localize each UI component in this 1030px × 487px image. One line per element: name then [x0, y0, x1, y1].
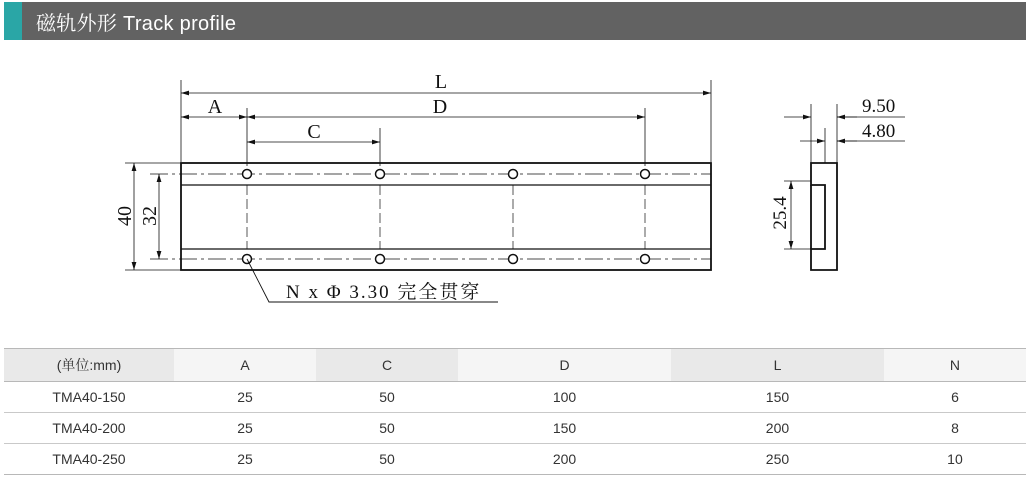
table-cell: 50 — [316, 413, 458, 444]
column-header: A — [174, 349, 316, 382]
table-cell: 150 — [671, 382, 884, 413]
side-view — [770, 96, 905, 270]
table-cell: 150 — [458, 413, 671, 444]
table-cell: 10 — [884, 444, 1026, 475]
table-cell: 50 — [316, 444, 458, 475]
hole — [509, 255, 518, 264]
column-header: (单位:mm) — [4, 349, 174, 382]
spec-table — [4, 348, 1026, 475]
dim-label-40: 40 — [114, 206, 136, 226]
table-row — [4, 382, 1026, 413]
hole-note: N x Φ 3.30 完全贯穿 — [286, 282, 482, 303]
side-profile — [811, 163, 837, 270]
table-cell: 8 — [884, 413, 1026, 444]
hole — [641, 170, 650, 179]
dim-label-L: L — [434, 71, 448, 93]
dim-label-A: A — [207, 96, 223, 118]
dim-label-32: 32 — [139, 206, 161, 226]
track-outline — [181, 163, 711, 270]
table-cell: 250 — [671, 444, 884, 475]
table-row — [4, 413, 1026, 444]
column-header: D — [458, 349, 671, 382]
table-cell: 25 — [174, 382, 316, 413]
hole — [509, 170, 518, 179]
table-cell: 100 — [458, 382, 671, 413]
table-cell: TMA40-150 — [4, 382, 174, 413]
hole — [243, 170, 252, 179]
table-cell: TMA40-250 — [4, 444, 174, 475]
table-cell: 6 — [884, 382, 1026, 413]
hole — [376, 170, 385, 179]
column-header: C — [316, 349, 458, 382]
column-header: L — [671, 349, 884, 382]
table-cell: TMA40-200 — [4, 413, 174, 444]
top-view — [114, 71, 711, 303]
table-cell: 200 — [458, 444, 671, 475]
hole — [376, 255, 385, 264]
table-header-row — [4, 349, 1026, 382]
hole — [641, 255, 650, 264]
dim-label-D: D — [432, 96, 448, 118]
side-dim-480: 4.80 — [862, 121, 896, 142]
table-cell: 50 — [316, 382, 458, 413]
table-cell: 25 — [174, 413, 316, 444]
section-title: 磁轨外形 Track profile — [36, 12, 237, 35]
table-cell: 25 — [174, 444, 316, 475]
table-row — [4, 444, 1026, 475]
table-cell: 200 — [671, 413, 884, 444]
side-dim-254: 25.4 — [770, 196, 791, 230]
side-dim-950: 9.50 — [862, 96, 896, 117]
dim-label-C: C — [307, 121, 321, 143]
column-header: N — [884, 349, 1026, 382]
